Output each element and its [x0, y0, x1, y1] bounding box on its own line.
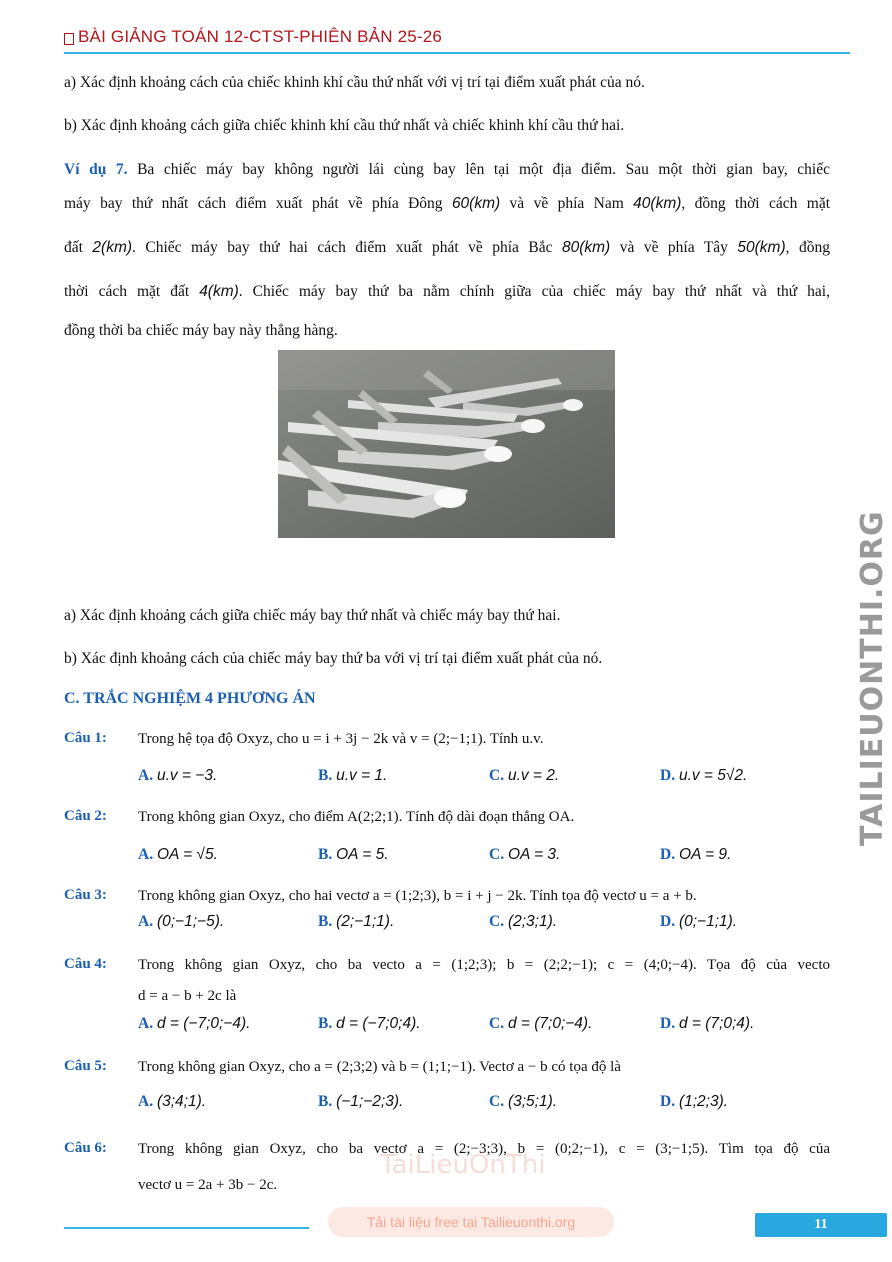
example-label: Ví dụ 7.	[64, 161, 128, 178]
example-line-5: đồng thời ba chiếc máy bay này thẳng hàng.	[64, 322, 338, 339]
option-b: B. (2;−1;1).	[318, 913, 395, 930]
example-line-1: Ví dụ 7. Ba chiếc máy bay không người lái cùng bay lên tại một địa điểm. Sau một thời gian bay, chiếc	[64, 161, 831, 178]
question-text: Trong không gian Oxyz, cho điểm A(2;2;1). Tính độ dài đoạn thẳng OA.	[138, 809, 575, 825]
section-title: C. TRẮC NGHIỆM 4 PHƯƠNG ÁN	[64, 690, 316, 707]
option-a: A. u.v = −3.	[138, 767, 218, 784]
watermark-side: TAILIEUONTHI.ORG	[855, 510, 890, 846]
option-a: A. (0;−1;−5).	[138, 913, 225, 930]
option-a: A. OA = √5.	[138, 846, 218, 863]
question-text-cont: d = a − b + 2c là	[138, 988, 237, 1004]
question-text: Trong không gian Oxyz, cho hai vectơ a = (1;2;3), b = i + j − 2k. Tính tọa độ vectơ u = a + b.	[138, 888, 697, 904]
question-label: Câu 3:	[64, 887, 107, 903]
option-d: D. OA = 9.	[660, 846, 732, 863]
intro-line-a: a) Xác định khoảng cách của chiếc khinh khí cầu thứ nhất với vị trí tại điểm xuất phát của nó.	[64, 74, 645, 91]
drones-illustration	[278, 350, 615, 538]
example-line-2: máy bay thứ nhất cách điểm xuất phát về phía Đông 60(km) và về phía Nam 40(km), đồng thời cách mặt	[64, 195, 831, 212]
footer-rule	[64, 1227, 309, 1229]
option-d: D. u.v = 5√2.	[660, 767, 748, 784]
intro-line-b: b) Xác định khoảng cách giữa chiếc khinh khí cầu thứ nhất và chiếc khinh khí cầu thứ hai.	[64, 117, 625, 134]
question-text: Trong hệ tọa độ Oxyz, cho u = i + 3j − 2k và v = (2;−1;1). Tính u.v.	[138, 731, 544, 747]
page-number: 11	[755, 1213, 887, 1237]
question-text: Trong không gian Oxyz, cho ba vecto a = (1;2;3); b = (2;2;−1); c = (4;0;−4). Tọa độ của vecto	[138, 957, 830, 973]
question-text: Trong không gian Oxyz, cho ba vectơ a = (2;−3;3), b = (0;2;−1), c = (3;−1;5). Tìm tọa độ của	[138, 1141, 830, 1157]
footer-banner-link[interactable]: Tải tài liệu free tại Tailieuonthi.org	[328, 1207, 614, 1237]
option-b: B. (−1;−2;3).	[318, 1093, 404, 1110]
option-b: B. d = (−7;0;4).	[318, 1015, 421, 1032]
option-c: C. OA = 3.	[489, 846, 561, 863]
option-d: D. (0;−1;1).	[660, 913, 738, 930]
question-label: Câu 1:	[64, 730, 107, 746]
header-title: BÀI GIẢNG TOÁN 12-CTST-PHIÊN BẢN 25-26	[78, 27, 443, 46]
question-label: Câu 6:	[64, 1140, 107, 1156]
option-b: B. OA = 5.	[318, 846, 389, 863]
question-label: Câu 2:	[64, 808, 107, 824]
option-b: B. u.v = 1.	[318, 767, 388, 784]
question-text: Trong không gian Oxyz, cho a = (2;3;2) và b = (1;1;−1). Vectơ a − b có tọa độ là	[138, 1059, 621, 1075]
option-c: C. u.v = 2.	[489, 767, 560, 784]
question-label: Câu 5:	[64, 1058, 107, 1074]
option-a: A. (3;4;1).	[138, 1093, 207, 1110]
drones-photo	[278, 350, 615, 538]
example-line-3: đất 2(km). Chiếc máy bay thứ hai cách điểm xuất phát về phía Bắc 80(km) và về phía Tây 50(km), đồng	[64, 239, 830, 256]
option-a: A. d = (−7;0;−4).	[138, 1015, 251, 1032]
bookmark-icon	[64, 33, 74, 45]
example-line-4: thời cách mặt đất 4(km). Chiếc máy bay thứ ba nằm chính giữa của chiếc máy bay thứ nhất và thứ hai,	[64, 283, 830, 300]
question-label: Câu 4:	[64, 956, 107, 972]
option-d: D. (1;2;3).	[660, 1093, 729, 1110]
question-text-cont: vectơ u = 2a + 3b − 2c.	[138, 1177, 278, 1193]
example-question-a: a) Xác định khoảng cách giữa chiếc máy bay thứ nhất và chiếc máy bay thứ hai.	[64, 607, 561, 624]
example-question-b: b) Xác định khoảng cách của chiếc máy bay thứ ba với vị trí tại điểm xuất phát của nó.	[64, 650, 603, 667]
option-d: D. d = (7;0;4).	[660, 1015, 755, 1032]
option-c: C. (2;3;1).	[489, 913, 558, 930]
watermark-center: TaiLieuOnThi	[380, 1150, 546, 1180]
option-c: C. (3;5;1).	[489, 1093, 558, 1110]
page-header	[64, 26, 850, 54]
option-c: C. d = (7;0;−4).	[489, 1015, 593, 1032]
